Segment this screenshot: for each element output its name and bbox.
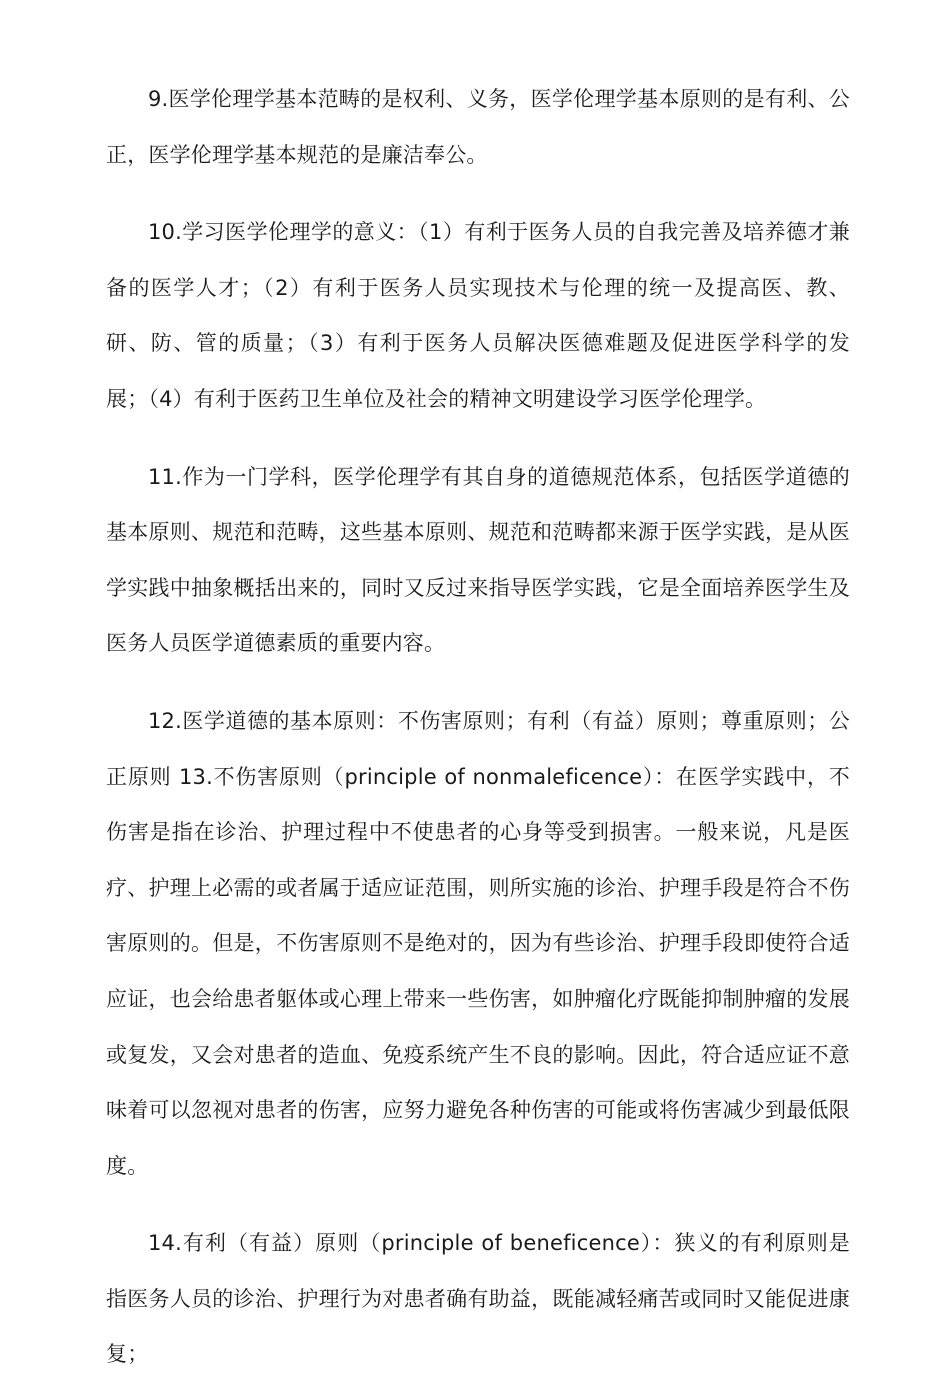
paragraph-11: 11.作为一门学科，医学伦理学有其自身的道德规范体系，包括医学道德的基本原则、规范和范畴，这些基本原则、规范和范畴都来源于医学实践，是从医学实践中抽象概括出来的，同时又反过来指导医学实践，它是全面培养医学生及医务人员医学道德素质的重要内容。 [106,464,850,656]
paragraph-12-13: 12.医学道德的基本原则：不伤害原则；有利（有益）原则；尊重原则；公正原则 13.不伤害原则（principle of nonmaleficence）：在医学实践中，不伤害是指在诊治、护理过程中不使患者的心身等受到损害。一般来说，凡是医疗、护理上必需的或者属于适应证范围，则所实施的诊治、护理手段是符合不伤害原则的。但是，不伤害原则不是绝对的，因为有些诊治、护理手段即使符合适应证，也会给患者躯体或心理上带来一些伤害，如肿瘤化疗既能抑制肿瘤的发展或复发，又会对患者的造血、免疫系统产生不良的影响。因此，符合适应证不意味着可以忽视对患者的伤害，应努力避免各种伤害的可能或将伤害减少到最低限度。 [106,708,850,1178]
document-page [106,72,850,1383]
paragraph-14: 14.有利（有益）原则（principle of beneficence）：狭义的有利原则是指医务人员的诊治、护理行为对患者确有助益，既能减轻痛苦或同时又能促进康复； [106,1231,850,1367]
paragraph-9: 9.医学伦理学基本范畴的是权利、义务，医学伦理学基本原则的是有利、公正，医学伦理学基本规范的是廉洁奉公。 [106,87,850,167]
paragraph-10: 10.学习医学伦理学的意义：（1）有利于医务人员的自我完善及培养德才兼备的医学人才；（2）有利于医务人员实现技术与伦理的统一及提高医、教、研、防、管的质量；（3）有利于医务人员解决医德难题及促进医学科学的发展；（4）有利于医药卫生单位及社会的精神文明建设学习医学伦理学。 [106,220,850,411]
